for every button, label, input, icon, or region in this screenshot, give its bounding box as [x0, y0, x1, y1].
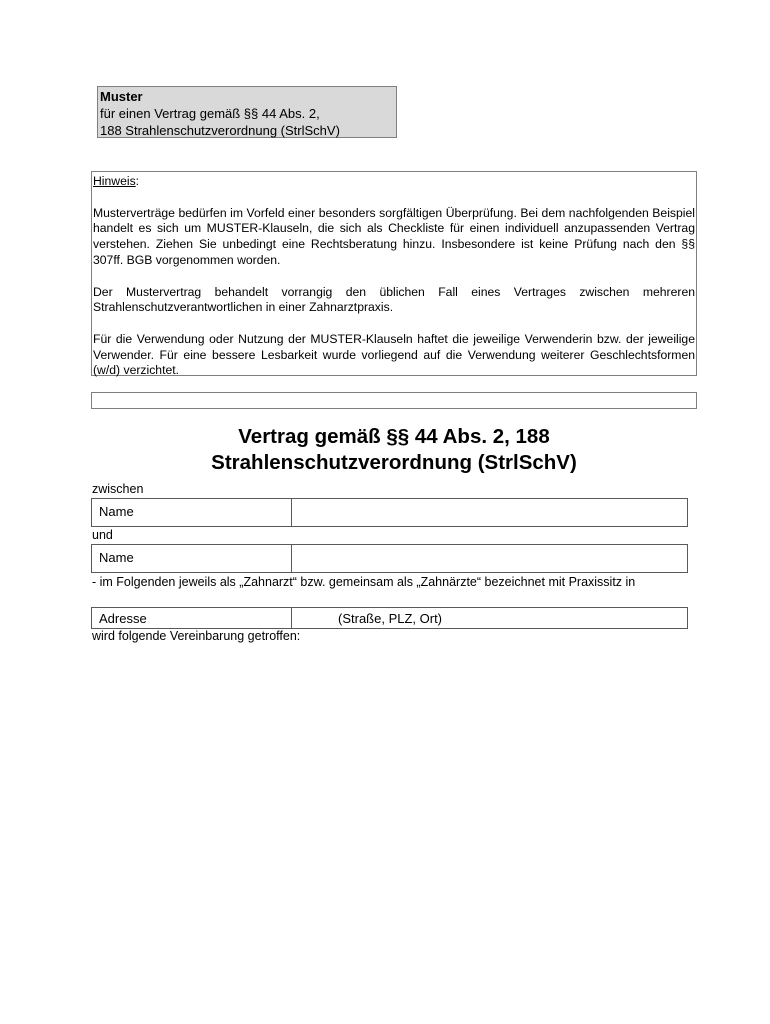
contract-title-line1: Vertrag gemäß §§ 44 Abs. 2, 188: [238, 425, 550, 448]
hint-paragraph-3: Für die Verwendung oder Nutzung der MUSTER-Klauseln haftet die jeweilige Verwenderin bzw. der jeweilige Verwender. Für eine bessere Lesbarkeit wurde vorliegend auf die Verwendung weiterer Geschlechtsformen (w/d) verzichtet.: [93, 331, 695, 378]
party2-name-field[interactable]: [292, 545, 687, 572]
empty-separator-box: [91, 392, 697, 409]
hint-heading-colon: :: [135, 174, 140, 188]
muster-label: Muster: [100, 89, 143, 104]
contract-title: [91, 424, 697, 476]
hint-box: [91, 171, 697, 376]
hint-paragraph-1: Musterverträge bedürfen im Vorfeld einer besonders sorgfältigen Überprüfung. Bei dem nachfolgenden Beispiel handelt es sich um MUSTER-Klauseln, die sich als Checkliste für einen individuell anzupassenden Vertrag verstehen. Ziehen Sie unbedingt eine Rechtsberatung hinzu. Insbesondere ist keine Prüfung nach den §§ 307ff. BGB vorgenommen worden.: [93, 205, 695, 267]
muster-subtitle-line1: für einen Vertrag gemäß §§ 44 Abs. 2,: [100, 106, 320, 121]
party-description: - im Folgenden jeweils als „Zahnarzt“ bzw. gemeinsam als „Zahnärzte“ bezeichnet mit Praxissitz in: [92, 575, 636, 589]
closing-text: wird folgende Vereinbarung getroffen:: [92, 629, 301, 643]
address-label: Adresse: [92, 608, 292, 628]
party1-row: [91, 498, 688, 527]
hint-heading-line: [93, 174, 695, 190]
address-field[interactable]: (Straße, PLZ, Ort): [338, 611, 443, 626]
party1-name-label: Name: [92, 499, 292, 526]
and-label: und: [92, 528, 113, 542]
between-label: zwischen: [92, 482, 144, 496]
contract-title-line2: Strahlenschutzverordnung (StrlSchV): [211, 451, 577, 474]
party1-name-field[interactable]: [292, 499, 687, 526]
hint-paragraph-2: Der Mustervertrag behandelt vorrangig den üblichen Fall eines Vertrages zwischen mehreren Strahlenschutzverantwortlichen in einer Zahnarztpraxis.: [93, 284, 695, 315]
party2-name-label: Name: [92, 545, 292, 572]
muster-header-box: [97, 86, 397, 138]
hint-heading: Hinweis: [93, 174, 136, 188]
muster-subtitle-line2: 188 Strahlenschutzverordnung (StrlSchV): [100, 123, 340, 138]
party2-row: [91, 544, 688, 573]
address-row: [91, 607, 688, 629]
